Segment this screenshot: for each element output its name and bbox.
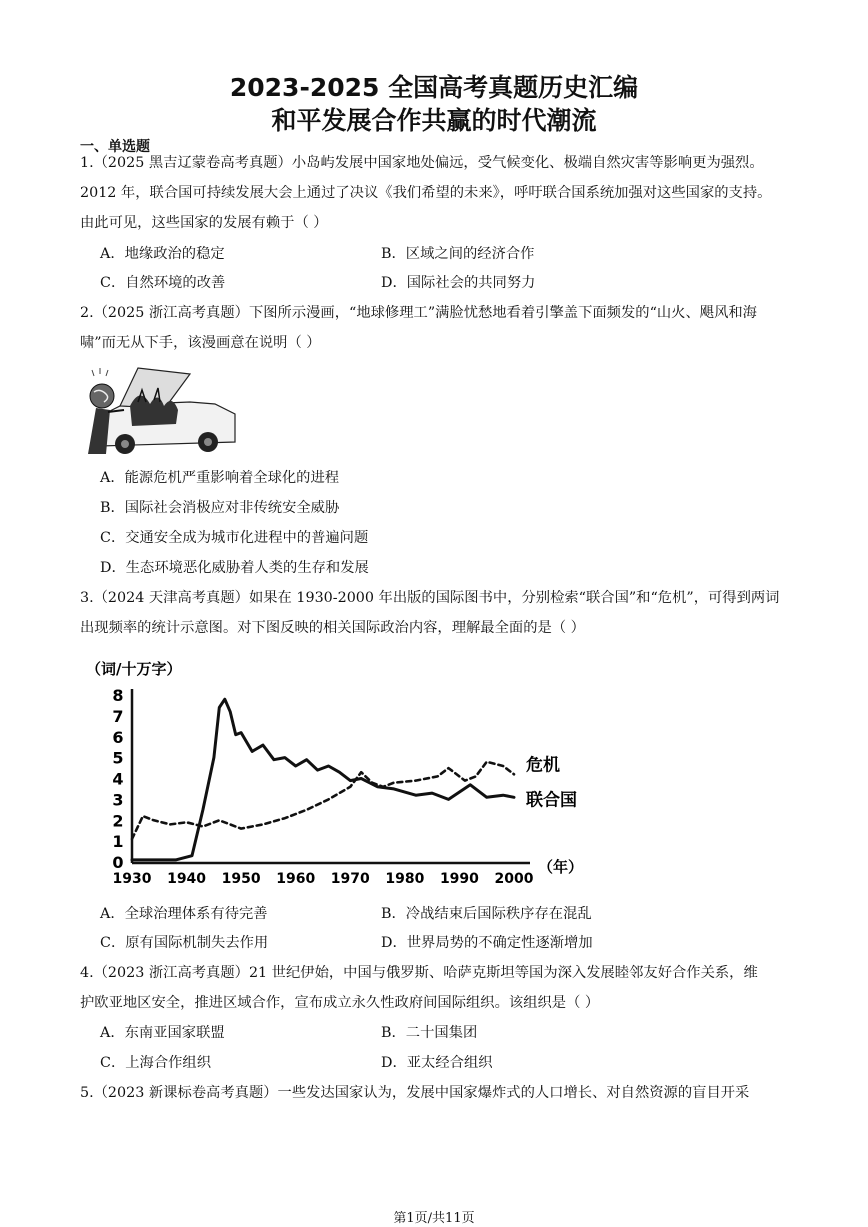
y-tick-label: 5 — [112, 748, 124, 768]
y-tick-label: 8 — [112, 686, 124, 705]
question-3-line: 3.（2024 天津高考真题）如果在 1930-2000 年出版的国际图书中，分别检索“联合国”和“危机”，可得到两词 — [80, 590, 780, 606]
question-1-text — [80, 148, 796, 238]
series-label: 危机 — [526, 755, 560, 776]
question-4-option-b: B．二十国集团 — [381, 1025, 478, 1041]
question-2-text — [80, 298, 796, 358]
series-line-un — [132, 699, 514, 860]
question-4-line: 4.（2023 浙江高考真题）21 世纪伊始，中国与俄罗斯、哈萨克斯坦等国为深入发展睦邻友好合作关系，维 — [80, 965, 758, 981]
y-tick-label: 4 — [112, 769, 124, 789]
question-2-option-d: D．生态环境恶化威胁着人类的生存和发展 — [100, 560, 369, 576]
question-4-text — [80, 958, 796, 1018]
document-title-line-1: 2023-2025 全国高考真题历史汇编 — [229, 73, 639, 102]
series-line-crisis — [132, 762, 514, 839]
question-1-option-a: A．地缘政治的稳定 — [100, 246, 225, 262]
question-2-line: 2.（2025 浙江高考真题）下图所示漫画，“地球修理工”满脸忧愁地看着引擎盖下面频发的“山火、飓风和海 — [80, 305, 757, 321]
question-5-text — [80, 1078, 796, 1108]
y-tick-label: 3 — [112, 790, 124, 810]
question-1-option-d: D．国际社会的共同努力 — [381, 275, 536, 291]
question-4-option-c: C．上海合作组织 — [100, 1055, 212, 1071]
y-tick-label: 1 — [112, 832, 124, 852]
question-4-option-a: A．东南亚国家联盟 — [100, 1025, 225, 1041]
x-tick-label: 1990 — [439, 871, 479, 887]
question-3-line: 出现频率的统计示意图。对下图反映的相关国际政治内容，理解最全面的是（ ） — [80, 620, 585, 636]
question-1-line: 2012 年，联合国可持续发展大会上通过了决议《我们希望的未来》，呼吁联合国系统加强对这些国家的支持。 — [80, 185, 772, 201]
question-3-text — [80, 583, 796, 643]
question-4-option-d: D．亚太经合组织 — [381, 1055, 493, 1071]
question-2-line: 啸”而无从下手，该漫画意在说明（ ） — [80, 335, 321, 351]
question-3-option-a: A．全球治理体系有待完善 — [100, 906, 268, 922]
question-2-option-a: A．能源危机严重影响着全球化的进程 — [100, 470, 340, 486]
question-1-line: 1.（2025 黑吉辽蒙卷高考真题）小岛屿发展中国家地处偏远，受气候变化、极端自然灾害等影响更为强烈。 — [80, 155, 764, 171]
y-tick-label: 6 — [112, 727, 124, 747]
x-tick-label: 2000 — [494, 871, 534, 887]
frequency-line-chart — [86, 650, 600, 890]
question-1-option-c: C．自然环境的改善 — [100, 275, 226, 291]
question-1-option-b: B．区域之间的经济合作 — [381, 246, 535, 262]
section-heading: 一、单选题 — [80, 139, 150, 155]
series-label: 联合国 — [526, 790, 577, 811]
question-4-line: 护欧亚地区安全，推进区域合作，宣布成立永久性政府间国际组织。该组织是（ ） — [80, 995, 600, 1011]
x-tick-label: 1930 — [112, 871, 152, 887]
y-tick-label: 2 — [112, 811, 124, 831]
x-tick-label: 1960 — [276, 871, 316, 887]
chart-x-axis-label: （年） — [538, 858, 584, 876]
x-tick-label: 1940 — [167, 871, 207, 887]
question-3-option-d: D．世界局势的不确定性逐渐增加 — [381, 935, 593, 951]
document-title-line-2: 和平发展合作共赢的时代潮流 — [271, 106, 597, 135]
y-tick-label: 0 — [112, 853, 124, 872]
y-tick-label: 7 — [112, 706, 124, 726]
question-3-option-c: C．原有国际机制失去作用 — [100, 935, 269, 951]
page-footer: 第1页/共11页 — [393, 1211, 475, 1226]
question-1-line: 由此可见，这些国家的发展有赖于（ ） — [80, 215, 328, 231]
question-5-line: 5.（2023 新课标卷高考真题）一些发达国家认为，发展中国家爆炸式的人口增长、对自然资源的盲目开采 — [80, 1085, 750, 1101]
cartoon-image — [80, 366, 238, 458]
question-2-option-c: C．交通安全成为城市化进程中的普遍问题 — [100, 530, 369, 546]
x-tick-label: 1980 — [385, 871, 425, 887]
x-tick-label: 1970 — [330, 871, 370, 887]
x-tick-label: 1950 — [221, 871, 261, 887]
question-3-option-b: B．冷战结束后国际秩序存在混乱 — [381, 906, 592, 922]
question-2-option-b: B．国际社会消极应对非传统安全威胁 — [100, 500, 340, 516]
chart-y-axis-label: （词/十万字） — [86, 660, 182, 678]
